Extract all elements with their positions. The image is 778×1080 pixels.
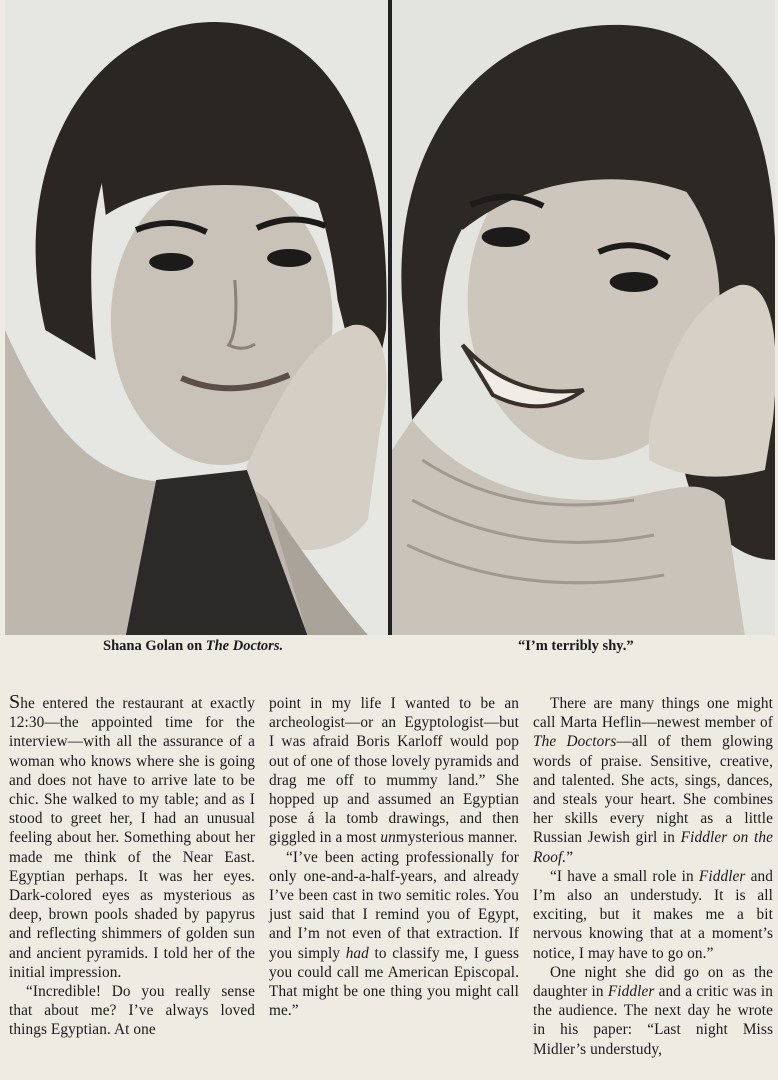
paragraph-text: to classify me, I guess you could call me American Episcopal. That might be one thing you might call me.” [269, 944, 520, 1020]
caption-right: “I’m terribly shy.” [518, 638, 634, 654]
paragraph-text: point in my life I wanted to be an archeologist—or an Egyptologist—but I was afraid Boris Karloff would pop out of one of those lovely pyramids and drag me off to mummy land.” She hopped up and assumed an Egyptian pose á la tomb drawings, and then giggled in a most [269, 695, 519, 847]
paragraph-text: “I have a small role in [550, 867, 699, 885]
portrait-left-illustration [5, 0, 388, 635]
emphasis: Fiddler on the Roof. [533, 829, 774, 866]
paragraph: “Incredible! Do you really sense that about me? I’ve always loved things Egyptian. At one [9, 983, 255, 1039]
paragraph-text: and a critic was in the audience. The next day he wrote in his paper: “Last night Miss Midler’s understudy, [533, 983, 774, 1058]
emphasis: had [345, 944, 369, 962]
paragraph-text: —all of them glowing words of praise. Sensitive, creative, and talented. She acts, sings, dances, and steals your heart. She combines her skills every night as a little Russian Jewish girl in [533, 733, 773, 847]
paragraph-text: One night she did go on as the daughter in [533, 963, 773, 1001]
paragraph-text: “I’ve been acting professionally for only one-and-a-half-years, and already I’ve been cast in two semitic roles. You just said that I remind you of Egypt, and I’m not even of that extraction. If you simply [269, 848, 519, 962]
emphasis: un [380, 829, 396, 847]
paragraph [533, 867, 773, 963]
article-column-1 [9, 691, 255, 1059]
paragraph [269, 694, 519, 848]
caption-left-prefix: Shana Golan on [103, 638, 206, 654]
photo-spread [5, 0, 775, 635]
caption-row [5, 636, 775, 658]
emphasis: Fiddler [607, 983, 655, 1001]
paragraph-text: and I’m also an understudy. It is all exciting, but it makes me a bit nervous knowing that at a moment’s notice, I may have to go on.” [533, 867, 774, 962]
paragraph [533, 963, 773, 1059]
paragraph [269, 848, 519, 1021]
caption-left-show: The Doctors. [205, 638, 284, 654]
article-body [9, 691, 774, 1059]
photo-left [5, 0, 388, 635]
drop-cap: S [9, 691, 21, 713]
paragraph-text: There are many things one might call Marta Heflin—newest member of [533, 695, 773, 732]
paragraph-text: he entered the restaurant at exactly 12:30—the appointed time for the interview—with all the assurance of a woman who knows where she is going and does not have to arrive late to be chic. She walked to my table; and as I stood to greet her, I had an unusual feeling about her. Something about her made me think of the Near East. Egyptian perhaps. It was her eyes. Dark-colored eyes as mysterious as deep, brown pools shaded by papyrus and reflecting shimmers of golden sun and ancient pyramids. I told her of the initial impression. [9, 695, 255, 981]
paragraph-text: ” [566, 848, 574, 866]
photo-right [392, 0, 775, 635]
emphasis: The Doctors [533, 733, 617, 751]
paragraph [533, 694, 773, 867]
paragraph [9, 691, 255, 982]
article-column-2 [269, 694, 519, 1059]
portrait-right-illustration [392, 0, 775, 635]
paragraph-text: mysterious manner. [395, 829, 518, 847]
article-column-3 [533, 694, 773, 1059]
caption-left [103, 638, 283, 655]
emphasis: Fiddler [698, 867, 746, 885]
